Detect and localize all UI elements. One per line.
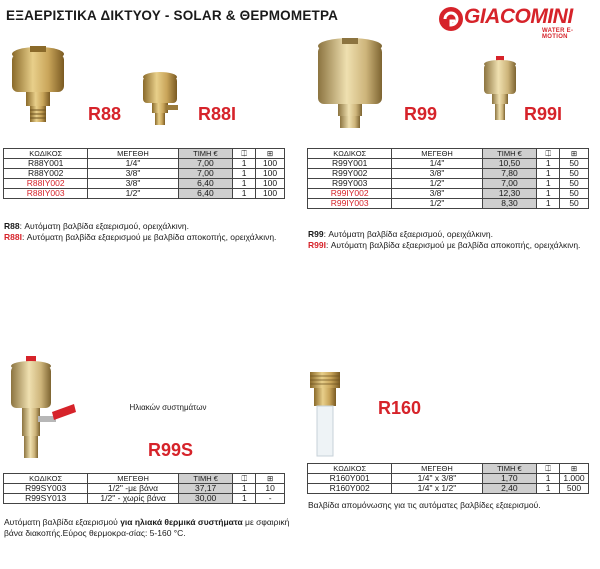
box-qty-cell: 1	[233, 494, 256, 504]
r88-price-table	[3, 148, 285, 199]
box-qty-cell: 1	[233, 179, 256, 189]
size-cell: 1/4" x 3/8"	[392, 474, 482, 484]
table-row	[4, 494, 285, 504]
r160-valve-image	[306, 370, 344, 458]
size-cell: 3/8"	[392, 169, 482, 179]
r99-price-table	[307, 148, 589, 209]
r160-model-label: R160	[378, 398, 422, 418]
table-row	[308, 179, 589, 189]
box-qty-cell: 1	[537, 484, 560, 494]
table-row	[4, 484, 285, 494]
product-code-cell: R99IY002	[308, 189, 392, 199]
box-qty-cell: 1	[537, 159, 560, 169]
carton-qty-cell: 50	[560, 189, 589, 199]
carton-qty-cell: 500	[559, 484, 588, 494]
size-cell: 1/2" -με βάνα	[88, 484, 179, 494]
r88i-desc-text: : Αυτόματη βαλβίδα εξαερισμού με βαλβίδα αποκοπής, ορειχάλκινη.	[21, 232, 277, 242]
r88-desc-text: : Αυτόματη βαλβίδα εξαερισμού, ορειχάλκινη.	[19, 221, 189, 231]
price-header: ΤΙΜΗ €	[482, 149, 537, 159]
product-code-cell: R88Y002	[4, 169, 88, 179]
size-cell: 3/8"	[392, 189, 482, 199]
carton-qty-icon: ⊞	[560, 149, 589, 159]
price-cell: 7,00	[178, 159, 233, 169]
r88i-model-label: R88I	[198, 104, 237, 124]
table-row	[308, 474, 589, 484]
r99-description	[308, 229, 593, 251]
table-row	[308, 159, 589, 169]
box-qty-cell: 1	[233, 159, 256, 169]
carton-qty-cell: 1.000	[559, 474, 588, 484]
table-row	[4, 169, 285, 179]
size-cell: 1/2"	[88, 189, 178, 199]
r88i-desc-model: R88I	[4, 232, 22, 242]
code-header: ΚΩΔΙΚΟΣ	[308, 149, 392, 159]
code-header: ΚΩΔΙΚΟΣ	[4, 149, 88, 159]
table-row	[4, 189, 285, 199]
r99s-valve-image	[8, 356, 78, 462]
box-qty-icon: ⎅	[233, 474, 256, 484]
product-code-cell: R99SY003	[4, 484, 88, 494]
product-code-cell: R160Y001	[308, 474, 392, 484]
box-qty-cell: 1	[537, 169, 560, 179]
carton-qty-cell: 10	[256, 484, 285, 494]
size-header: ΜΕΓΕΘΗ	[392, 149, 482, 159]
table-row	[308, 199, 589, 209]
table-header-row	[308, 149, 589, 159]
box-qty-cell: 1	[537, 179, 560, 189]
price-header: ΤΙΜΗ €	[482, 464, 537, 474]
size-header: ΜΕΓΕΘΗ	[88, 149, 178, 159]
size-cell: 1/4"	[392, 159, 482, 169]
table-row	[4, 159, 285, 169]
price-cell: 7,00	[178, 169, 233, 179]
carton-qty-cell: -	[256, 494, 285, 504]
product-code-cell: R99SY013	[4, 494, 88, 504]
price-cell: 8,30	[482, 199, 537, 209]
price-cell: 30,00	[178, 494, 233, 504]
r99i-valve-image	[478, 56, 522, 126]
table-header-row	[4, 474, 285, 484]
r99s-price-table	[3, 473, 285, 504]
r88-desc-model: R88	[4, 221, 20, 231]
product-code-cell: R88Y001	[4, 159, 88, 169]
table-row	[308, 169, 589, 179]
giacomini-logo	[438, 4, 598, 40]
box-qty-icon: ⎅	[233, 149, 256, 159]
page-title: ΕΞΑΕΡΙΣΤΙΚΑ ΔΙΚΤΥΟΥ - SOLAR & ΘΕΡΜΟΜΕΤΡΑ	[6, 8, 339, 23]
size-cell: 1/2"	[392, 179, 482, 189]
box-qty-cell: 1	[537, 199, 560, 209]
r99-desc-model: R99	[308, 229, 324, 239]
logo-wordmark: GIACOMINI	[464, 5, 573, 28]
carton-qty-cell: 100	[256, 159, 285, 169]
price-cell: 7,80	[482, 169, 537, 179]
product-code-cell: R99Y003	[308, 179, 392, 189]
price-header: ΤΙΜΗ €	[178, 149, 233, 159]
size-cell: 1/2" - χωρίς βάνα	[88, 494, 179, 504]
box-qty-icon: ⎅	[537, 149, 560, 159]
size-cell: 3/8"	[88, 179, 178, 189]
size-cell: 1/2"	[392, 199, 482, 209]
box-qty-cell: 1	[537, 189, 560, 199]
carton-qty-icon: ⊞	[256, 474, 285, 484]
carton-qty-cell: 50	[560, 179, 589, 189]
r99s-desc-part1: Αυτόματη βαλβίδα εξαερισμού	[4, 517, 121, 527]
price-cell: 6,40	[178, 189, 233, 199]
table-row	[4, 179, 285, 189]
price-cell: 7,00	[482, 179, 537, 189]
code-header: ΚΩΔΙΚΟΣ	[4, 474, 88, 484]
carton-qty-icon: ⊞	[256, 149, 285, 159]
price-cell: 37,17	[178, 484, 233, 494]
r99s-desc-part2: με σφαιρική βάνα διακοπής.Εύρος θερμοκρα-σίας: 5-160 °C.	[4, 517, 290, 538]
carton-qty-cell: 100	[256, 189, 285, 199]
box-qty-icon: ⎅	[537, 464, 560, 474]
r88-description	[4, 221, 294, 243]
logo-tagline: WATER E-MOTION	[542, 28, 574, 40]
logo-mark-icon	[438, 6, 464, 32]
price-header: ΤΙΜΗ €	[178, 474, 233, 484]
solar-note: Ηλιακών συστημάτων	[129, 403, 207, 412]
product-code-cell: R99IY003	[308, 199, 392, 209]
r160-price-table	[307, 463, 589, 494]
product-code-cell: R160Y002	[308, 484, 392, 494]
table-header-row	[308, 464, 589, 474]
carton-qty-cell: 50	[560, 169, 589, 179]
price-cell: 10,50	[482, 159, 537, 169]
carton-qty-cell: 100	[256, 169, 285, 179]
price-cell: 6,40	[178, 179, 233, 189]
table-header-row	[4, 149, 285, 159]
r99i-model-label: R99I	[524, 104, 563, 124]
table-row	[308, 484, 589, 494]
price-cell: 2,40	[482, 484, 537, 494]
product-code-cell: R88IY002	[4, 179, 88, 189]
price-cell: 12,30	[482, 189, 537, 199]
r160-description: Βαλβίδα απομόνωσης για τις αυτόματες βαλβίδες εξαερισμού.	[308, 500, 541, 510]
carton-qty-icon: ⊞	[559, 464, 588, 474]
price-cell: 1,70	[482, 474, 537, 484]
box-qty-cell: 1	[233, 189, 256, 199]
size-cell: 1/4" x 1/2"	[392, 484, 482, 494]
code-header: ΚΩΔΙΚΟΣ	[308, 464, 392, 474]
r99i-desc-text: : Αυτόματη βαλβίδα εξαερισμού με βαλβίδα αποκοπής, ορειχάλκινη.	[325, 240, 581, 250]
box-qty-cell: 1	[233, 484, 256, 494]
r99i-desc-model: R99I	[308, 240, 326, 250]
carton-qty-cell: 50	[560, 159, 589, 169]
r88-model-label: R88	[88, 104, 122, 124]
size-cell: 3/8"	[88, 169, 178, 179]
r99s-description	[4, 517, 294, 539]
table-row	[308, 189, 589, 199]
product-code-cell: R88IY003	[4, 189, 88, 199]
r99s-model-label: R99S	[148, 440, 194, 460]
r88-valve-image	[8, 44, 68, 136]
box-qty-cell: 1	[537, 474, 560, 484]
product-code-cell: R99Y002	[308, 169, 392, 179]
r99-desc-text: : Αυτόματη βαλβίδα εξαερισμού, ορειχάλκινη.	[323, 229, 493, 239]
r99s-desc-bold: για ηλιακά θερμικά συστήματα	[120, 517, 243, 527]
size-cell: 1/4"	[88, 159, 178, 169]
carton-qty-cell: 100	[256, 179, 285, 189]
r88i-valve-image	[140, 70, 180, 130]
r99-valve-image	[312, 36, 388, 132]
product-code-cell: R99Y001	[308, 159, 392, 169]
size-header: ΜΕΓΕΘΗ	[392, 464, 482, 474]
box-qty-cell: 1	[233, 169, 256, 179]
carton-qty-cell: 50	[560, 199, 589, 209]
r99-model-label: R99	[404, 104, 438, 124]
size-header: ΜΕΓΕΘΗ	[88, 474, 179, 484]
